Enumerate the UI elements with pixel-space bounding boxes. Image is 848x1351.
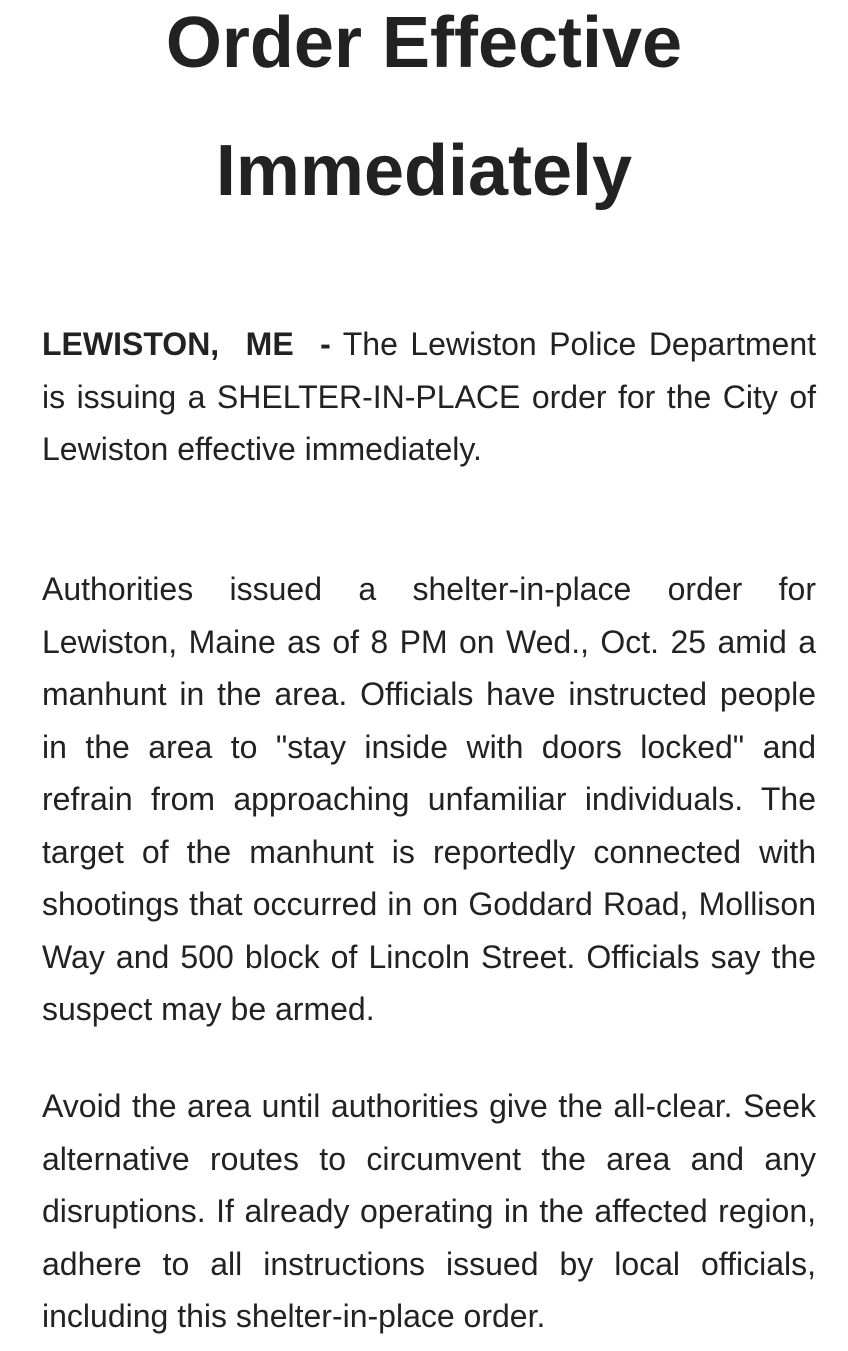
lead-paragraph [42, 318, 816, 476]
lead-text: The Lewiston Police Department is issuing a SHELTER-IN-PLACE order for the City of Lewiston effective immediately. [42, 326, 816, 467]
details-paragraph: Authorities issued a shelter-in-place order for Lewiston, Maine as of 8 PM on Wed., Oct. 25 amid a manhunt in the area. Officials have instructed people in the area to "stay inside with doors locked" and refrain from approaching unfamiliar individuals. The target of the manhunt is reportedly connected with shootings that occurred in on Goddard Road, Mollison Way and 500 block of Lincoln Street. Officials say the suspect may be armed. [42, 571, 816, 1027]
title-line-1: Order Effective [165, 3, 683, 83]
advisory-paragraph: Avoid the area until authorities give the all-clear. Seek alternative routes to circumvent the area and any disruptions. If already operating in the affected region, adhere to all instructions issued by local officials, including this shelter-in-place order. [42, 1088, 816, 1334]
title-line-2: Immediately [215, 131, 633, 211]
dateline: LEWISTON, ME - [42, 326, 331, 362]
